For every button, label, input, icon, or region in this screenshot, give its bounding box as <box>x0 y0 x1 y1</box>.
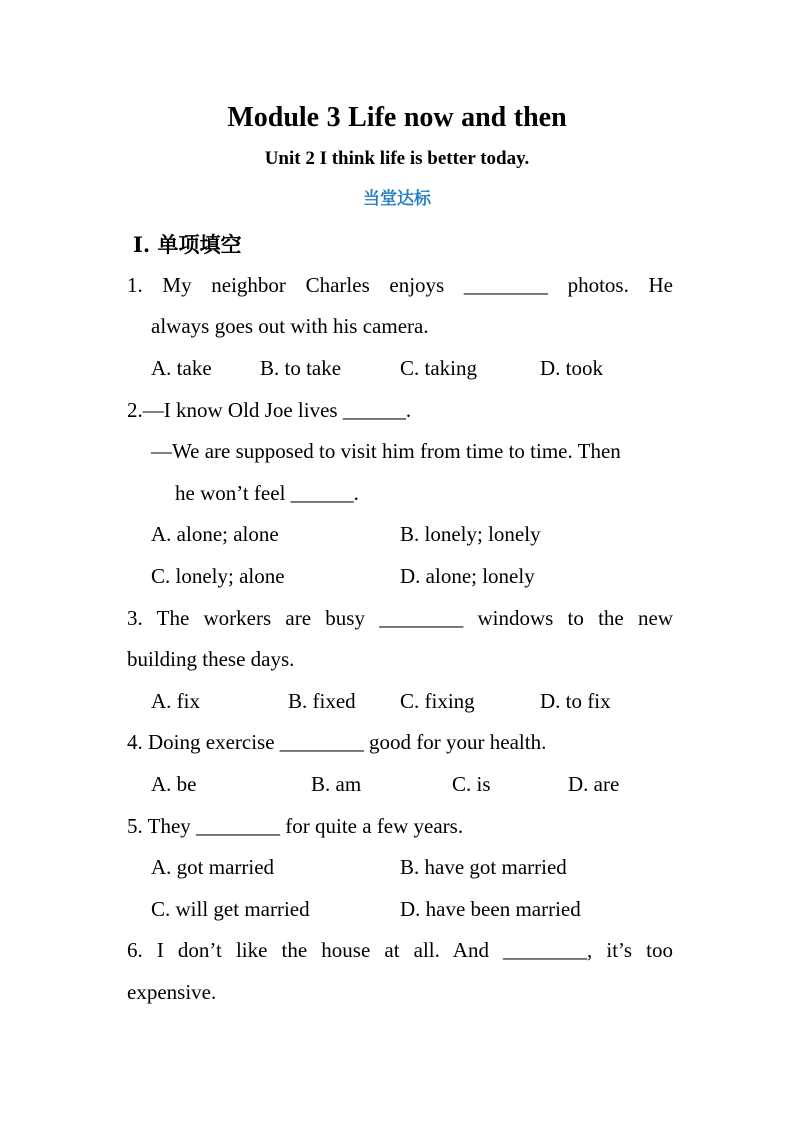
question-1-line-2: always goes out with his camera. <box>151 314 429 338</box>
question-5-option-b: B. have got married <box>400 855 567 879</box>
part-heading: Ⅰ. 单项填空 <box>133 232 242 257</box>
question-2-option-c: C. lonely; alone <box>151 564 285 588</box>
question-5-option-d: D. have been married <box>400 897 581 921</box>
unit-title: Unit 2 I think life is better today. <box>264 148 530 169</box>
question-3-option-c: C. fixing <box>400 689 475 713</box>
question-4-line-1: 4. Doing exercise ________ good for your health. <box>127 730 547 754</box>
question-2-line-3: he won’t feel ______. <box>175 481 359 505</box>
question-5-line-1: 5. They ________ for quite a few years. <box>127 814 464 838</box>
question-5-option-a: A. got married <box>151 855 275 879</box>
question-4-option-b: B. am <box>311 772 362 796</box>
section-label: 当堂达标 <box>363 189 431 209</box>
question-3-option-d: D. to fix <box>540 689 611 713</box>
question-6-line-1: 6. I don’t like the house at all. And ________, it’s too <box>127 938 673 962</box>
question-3-option-b: B. fixed <box>288 689 356 713</box>
question-4-option-d: D. are <box>568 772 620 796</box>
question-3-line-2: building these days. <box>127 647 295 671</box>
question-1-option-c: C. taking <box>400 356 477 380</box>
question-1-option-d: D. took <box>540 356 603 380</box>
question-1-option-a: A. take <box>151 356 212 380</box>
question-3-option-a: A. fix <box>151 689 200 713</box>
question-6-line-2: expensive. <box>127 980 217 1004</box>
question-2-option-a: A. alone; alone <box>151 522 279 546</box>
question-4-option-a: A. be <box>151 772 197 796</box>
question-1-line-1: 1. My neighbor Charles enjoys ________ photos. He <box>127 273 673 297</box>
question-3-line-1: 3. The workers are busy ________ windows to the new <box>127 606 673 630</box>
question-4-option-c: C. is <box>452 772 491 796</box>
question-1-option-b: B. to take <box>260 356 342 380</box>
module-title: Module 3 Life now and then <box>227 102 567 133</box>
question-5-option-c: C. will get married <box>151 897 310 921</box>
question-2-option-b: B. lonely; lonely <box>400 522 541 546</box>
question-2-line-1: 2.—I know Old Joe lives ______. <box>127 398 412 422</box>
question-2-line-2: —We are supposed to visit him from time to time. Then <box>151 439 621 463</box>
question-2-option-d: D. alone; lonely <box>400 564 535 588</box>
